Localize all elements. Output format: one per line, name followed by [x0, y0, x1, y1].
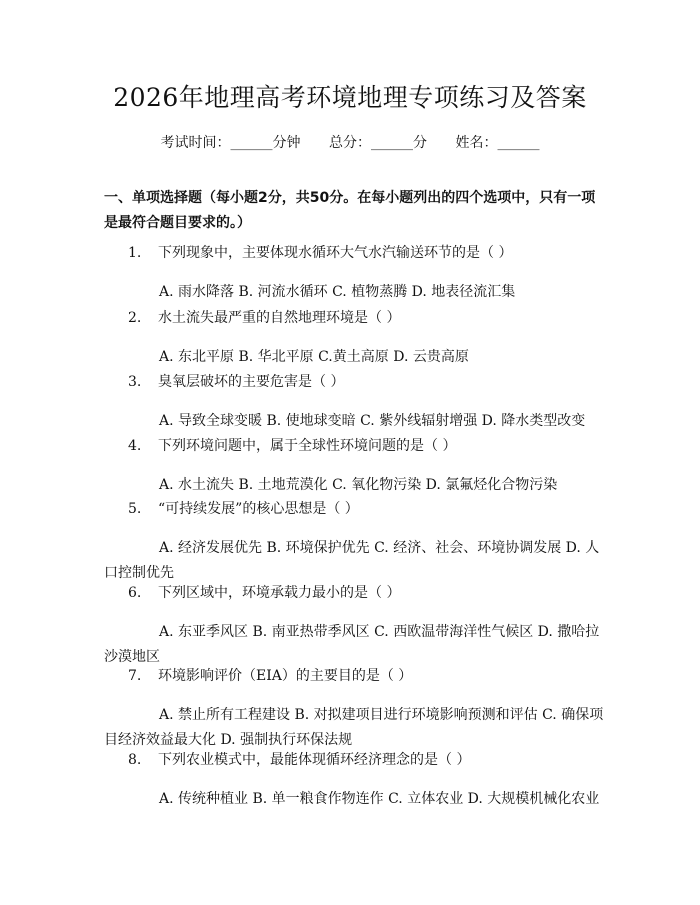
question-number: 1.	[128, 245, 142, 261]
exam-time-field: 考试时间：______分钟	[160, 135, 301, 151]
question-4	[104, 436, 604, 498]
question-text: 环境影响评价（EIA）的主要目的是（ ）	[158, 668, 413, 684]
question-text: 下列农业模式中，最能体现循环经济理念的是（ ）	[158, 752, 471, 768]
question-options: A. 传统种植业 B. 单一粮食作物连作 C. 立体农业 D. 大规模机械化农业	[159, 791, 600, 807]
question-number: 2.	[128, 310, 142, 326]
question-options: A. 水土流失 B. 土地荒漠化 C. 氧化物污染 D. 氯氟烃化合物污染	[159, 477, 558, 493]
question-number: 4.	[128, 438, 142, 454]
question-stem	[128, 243, 604, 263]
question-options: A. 导致全球变暖 B. 使地球变暗 C. 紫外线辐射增强 D. 降水类型改变	[159, 413, 586, 429]
question-text: “可持续发展”的核心思想是（ ）	[158, 501, 359, 517]
question-1	[104, 243, 604, 305]
question-options: A. 禁止所有工程建设 B. 对拟建项目进行环境影响预测和评估 C. 确保项目经济效益最大化 D. 强制执行环保法规	[104, 707, 604, 748]
question-number: 6.	[128, 585, 142, 601]
question-3	[104, 372, 604, 434]
question-text: 臭氧层破坏的主要危害是（ ）	[158, 374, 345, 390]
document-title: 2026年地理高考环境地理专项练习及答案	[113, 83, 587, 112]
question-8	[104, 750, 604, 812]
question-stem	[128, 750, 604, 770]
question-2	[104, 308, 604, 370]
question-7	[104, 666, 604, 753]
question-text: 下列环境问题中，属于全球性环境问题的是（ ）	[158, 438, 457, 454]
question-5	[104, 499, 604, 586]
question-options: A. 雨水降落 B. 河流水循环 C. 植物蒸腾 D. 地表径流汇集	[159, 284, 516, 300]
question-text: 下列区域中，环境承载力最小的是（ ）	[158, 585, 401, 601]
question-stem	[128, 436, 604, 456]
question-options: A. 东北平原 B. 华北平原 C.黄土高原 D. 云贵高原	[159, 349, 469, 365]
question-options: A. 东亚季风区 B. 南亚热带季风区 C. 西欧温带海洋性气候区 D. 撒哈拉沙漠地区	[104, 624, 600, 665]
question-number: 7.	[128, 668, 142, 684]
question-number: 3.	[128, 374, 142, 390]
question-number: 5.	[128, 501, 142, 517]
question-number: 8.	[128, 752, 142, 768]
question-6	[104, 583, 604, 670]
section-heading: 一、单项选择题（每小题2分，共50分。在每小题列出的四个选项中，只有一项是最符合题目要求的。）	[104, 190, 596, 231]
exam-info-line	[0, 132, 700, 152]
question-options: A. 经济发展优先 B. 环境保护优先 C. 经济、社会、环境协调发展 D. 人口控制优先	[104, 540, 600, 581]
total-score-field: 总分：______分	[329, 135, 427, 151]
question-stem	[128, 583, 604, 603]
question-text: 水土流失最严重的自然地理环境是（ ）	[158, 310, 401, 326]
question-stem	[128, 372, 604, 392]
question-stem	[128, 666, 604, 686]
student-name-field: 姓名：______	[455, 135, 540, 151]
question-stem	[128, 308, 604, 328]
question-text: 下列现象中，主要体现水循环大气水汽输送环节的是（ ）	[158, 245, 513, 261]
question-stem	[128, 499, 604, 519]
